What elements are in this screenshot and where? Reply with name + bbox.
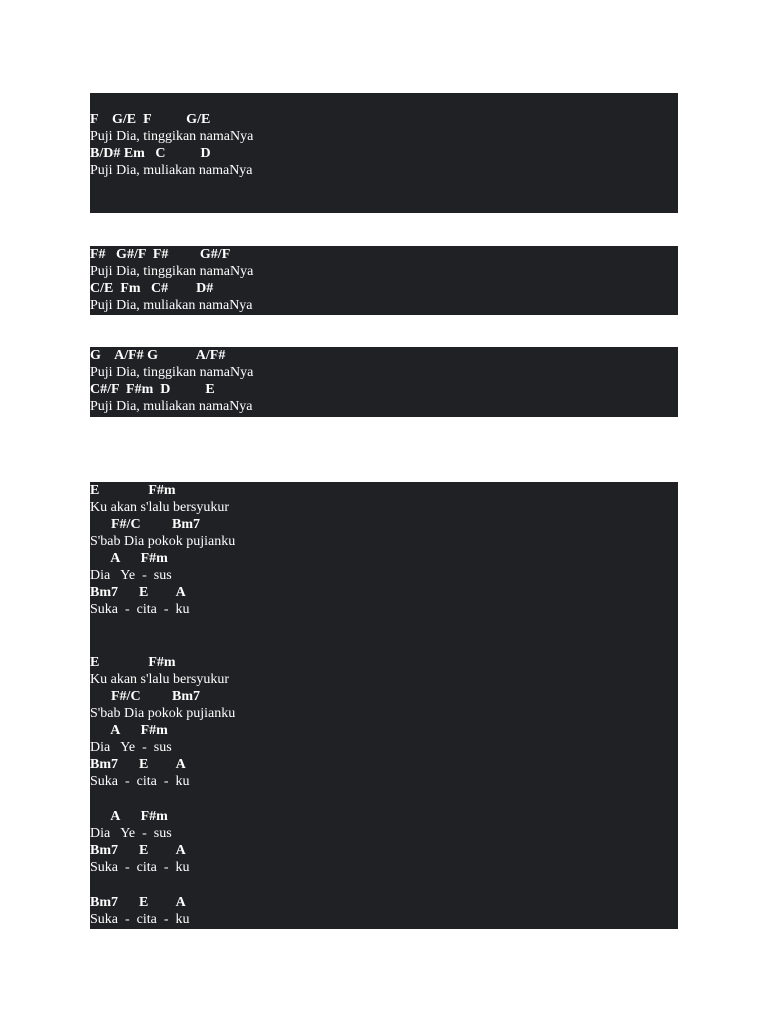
chord-block-2 (90, 246, 678, 315)
chord-line: A F#m (90, 809, 168, 824)
lyric-line: Ku akan s'lalu bersyukur (90, 500, 229, 515)
lyric-line: Ku akan s'lalu bersyukur (90, 672, 229, 687)
chord-line: F G/E F G/E (90, 112, 211, 127)
lyric-line: Puji Dia, muliakan namaNya (90, 163, 253, 178)
lyric-line: Suka - cita - ku (90, 602, 190, 617)
chord-line: B/D# Em C D (90, 146, 211, 161)
chord-line: Bm7 E A (90, 757, 186, 772)
chord-line: C/E Fm C# D# (90, 281, 214, 296)
chord-line: A F#m (90, 723, 168, 738)
lyric-line: Puji Dia, tinggikan namaNya (90, 264, 254, 279)
lyric-line: Suka - cita - ku (90, 860, 190, 875)
chord-line: C#/F F#m D E (90, 382, 215, 397)
lyric-line: Dia Ye - sus (90, 740, 172, 755)
chord-line: Bm7 E A (90, 843, 186, 858)
chord-line: A F#m (90, 551, 168, 566)
lyric-line: Dia Ye - sus (90, 568, 172, 583)
lyric-line: Puji Dia, tinggikan namaNya (90, 129, 254, 144)
chord-line: G A/F# G A/F# (90, 348, 226, 363)
chord-line: Bm7 E A (90, 895, 186, 910)
chord-line: F#/C Bm7 (90, 689, 201, 704)
chord-line: Bm7 E A (90, 585, 186, 600)
lyric-line: Puji Dia, muliakan namaNya (90, 298, 253, 313)
lyric-line: Suka - cita - ku (90, 774, 190, 789)
lyric-line: Dia Ye - sus (90, 826, 172, 841)
chord-line: E F#m (90, 483, 176, 498)
lyric-line: S'bab Dia pokok pujianku (90, 706, 236, 721)
lyric-line: Puji Dia, tinggikan namaNya (90, 365, 254, 380)
lyric-line: Suka - cita - ku (90, 912, 190, 927)
chord-block-1 (90, 93, 678, 213)
lyric-line: S'bab Dia pokok pujianku (90, 534, 236, 549)
chord-block-3 (90, 347, 678, 417)
chord-line: F# G#/F F# G#/F (90, 247, 231, 262)
lyric-line: Puji Dia, muliakan namaNya (90, 399, 253, 414)
chord-line: F#/C Bm7 (90, 517, 201, 532)
chord-block-4 (90, 482, 678, 929)
chord-line: E F#m (90, 655, 176, 670)
